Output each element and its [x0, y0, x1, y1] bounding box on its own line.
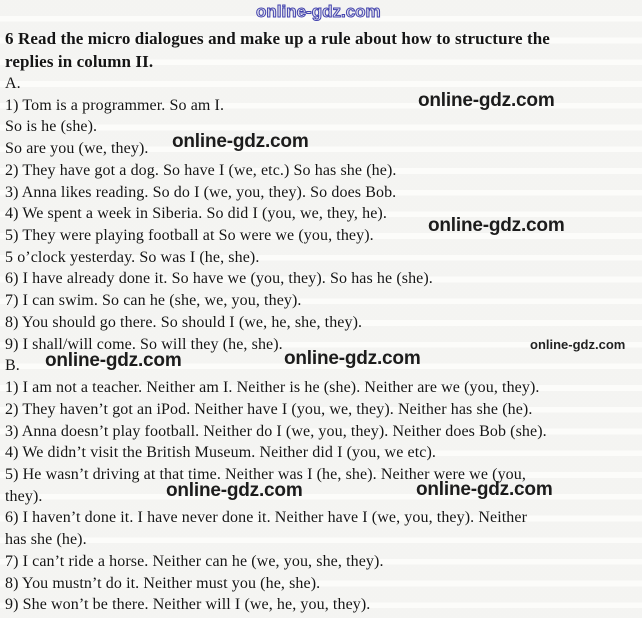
dialogue-line-b1: 1) I am not a teacher. Neither am I. Neither is he (she). Neither are we (you, they).: [5, 379, 540, 397]
dialogue-line-a7: 7) I can swim. So can he (she, we, you, they).: [5, 292, 302, 310]
dialogue-line-b7: 7) I can’t ride a horse. Neither can he (we, you, she, they).: [5, 552, 384, 570]
dialogue-line-a9: 9) I shall/will come. So will they (he, she).: [5, 335, 283, 353]
dialogue-line-b5b: they).: [5, 487, 43, 505]
dialogue-line-a1c: So are you (we, they).: [5, 140, 149, 158]
section-b-label: B.: [5, 357, 20, 375]
watermark-inline-1: online-gdz.com: [172, 131, 309, 152]
heading-line-2: replies in column II.: [5, 52, 154, 71]
dialogue-line-a4: 4) We spent a week in Siberia. So did I (you, we, they, he).: [5, 205, 387, 223]
dialogue-line-b9: 9) She won’t be there. Neither will I (we, he, you, they).: [5, 596, 371, 614]
dialogue-line-a6: 6) I have already done it. So have we (you, they). So has he (she).: [5, 270, 433, 288]
dialogue-line-b3: 3) Anna doesn’t play football. Neither do I (we, you, they). Neither does Bob (she).: [5, 422, 547, 440]
dialogue-line-a5: 5) They were playing football at So were we (you, they).: [5, 227, 374, 245]
dialogue-line-b8: 8) You mustn’t do it. Neither must you (he, she).: [5, 574, 321, 592]
dialogue-line-a8: 8) You should go there. So should I (we, he, she, they).: [5, 313, 363, 331]
dialogue-line-b5: 5) He wasn’t driving at that time. Neither was I (he, she). Neither were we (you,: [5, 465, 526, 483]
dialogue-line-a2: 2) They have got a dog. So have I (we, etc.) So has she (he).: [5, 161, 397, 179]
dialogue-line-b6b: has she (he).: [5, 531, 87, 549]
watermark-lower-1: online-gdz.com: [166, 480, 303, 501]
watermark-section-b-1: online-gdz.com: [45, 350, 182, 371]
dialogue-line-b4: 4) We didn’t visit the British Museum. Neither did I (you, we etc).: [5, 444, 436, 462]
dialogue-line-a1: 1) Tom is a programmer. So am I.: [5, 96, 225, 114]
section-a-label: A.: [5, 75, 21, 92]
watermark-section-b-2: online-gdz.com: [284, 348, 421, 369]
dialogue-line-a3: 3) Anna likes reading. So do I (we, you, they). So does Bob.: [5, 183, 397, 201]
dialogue-line-b2: 2) They haven’t got an iPod. Neither have I (you, we, they). Neither has she (he).: [5, 400, 533, 418]
dialogue-line-b6: 6) I haven’t done it. I have never done it. Neither have I (we, you, they). Neither: [5, 509, 528, 527]
dialogue-line-a1b: So is he (she).: [5, 118, 98, 136]
heading-line-1: 6 Read the micro dialogues and make up a rule about how to structure the: [5, 29, 550, 48]
watermark-small-right: online-gdz.com: [530, 337, 626, 352]
exercise-heading: [5, 27, 642, 73]
watermark-lower-2: online-gdz.com: [416, 479, 553, 500]
watermark-right-1: online-gdz.com: [418, 90, 555, 111]
dialogue-line-a5b: 5 o’clock yesterday. So was I (he, she).: [5, 248, 260, 266]
watermark-top: online-gdz.com: [256, 2, 381, 21]
exercise-content: [5, 27, 642, 616]
watermark-right-2: online-gdz.com: [428, 215, 565, 236]
